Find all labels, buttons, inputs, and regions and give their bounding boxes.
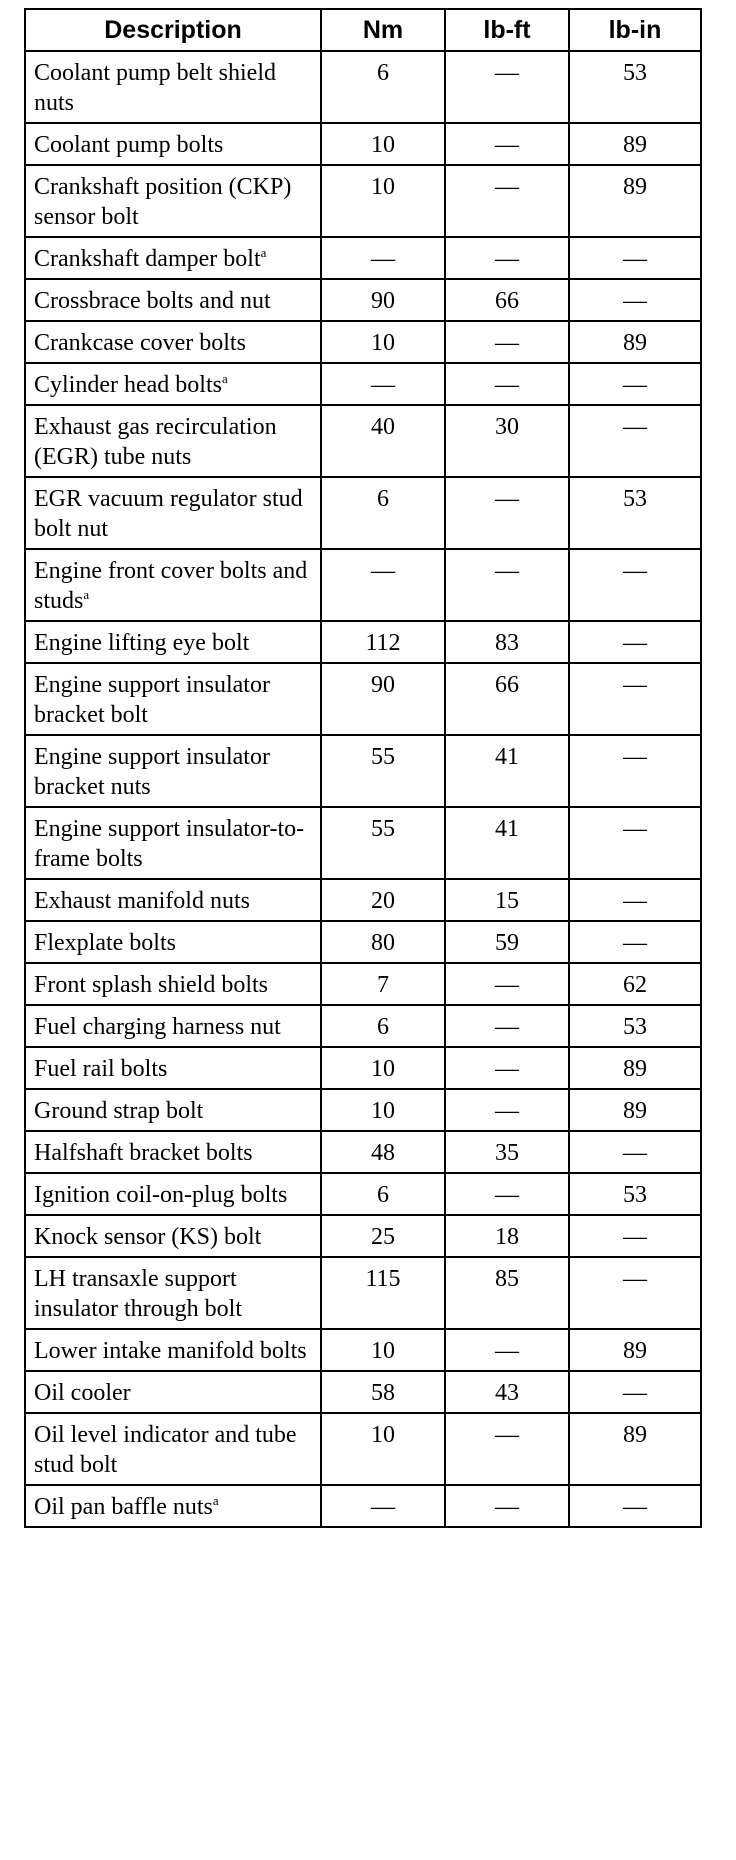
header-nm: Nm (321, 9, 445, 51)
lb-in-cell: 53 (569, 477, 701, 549)
lb-ft-cell: — (445, 1329, 569, 1371)
lb-ft-cell: — (445, 1173, 569, 1215)
lb-ft-cell: — (445, 123, 569, 165)
description-text: Crankcase cover bolts (34, 330, 246, 356)
nm-cell: 10 (321, 123, 445, 165)
table-row (25, 921, 701, 963)
table-row (25, 663, 701, 735)
lb-ft-cell: 18 (445, 1215, 569, 1257)
description-cell (25, 1485, 321, 1527)
nm-cell: 25 (321, 1215, 445, 1257)
description-cell (25, 1413, 321, 1485)
description-text: EGR vacuum regulator stud bolt nut (34, 486, 303, 542)
table-row (25, 477, 701, 549)
lb-ft-cell: 85 (445, 1257, 569, 1329)
lb-in-cell: — (569, 1131, 701, 1173)
nm-cell: 10 (321, 321, 445, 363)
description-text: Engine support insulator bracket bolt (34, 672, 270, 728)
footnote-marker: a (83, 587, 90, 602)
lb-ft-cell: — (445, 363, 569, 405)
table-row (25, 405, 701, 477)
description-text: Engine support insulator-to-frame bolts (34, 816, 305, 872)
description-cell (25, 1173, 321, 1215)
lb-ft-cell: — (445, 237, 569, 279)
lb-in-cell: — (569, 735, 701, 807)
nm-cell: — (321, 237, 445, 279)
table-row (25, 1371, 701, 1413)
description-text: Coolant pump belt shield nuts (34, 60, 276, 116)
lb-ft-cell: 83 (445, 621, 569, 663)
description-cell (25, 807, 321, 879)
description-cell (25, 237, 321, 279)
lb-in-cell: — (569, 1371, 701, 1413)
description-cell (25, 663, 321, 735)
table-row (25, 165, 701, 237)
lb-in-cell: 89 (569, 1413, 701, 1485)
description-cell (25, 1329, 321, 1371)
description-text: Crankshaft position (CKP) sensor bolt (34, 174, 292, 230)
description-text: Fuel charging harness nut (34, 1014, 281, 1040)
nm-cell: 10 (321, 165, 445, 237)
description-cell (25, 1047, 321, 1089)
table-row (25, 1173, 701, 1215)
lb-in-cell: 89 (569, 1047, 701, 1089)
table-row (25, 1215, 701, 1257)
table-header (25, 9, 701, 51)
table-row (25, 1005, 701, 1047)
lb-ft-cell: — (445, 1005, 569, 1047)
nm-cell: 80 (321, 921, 445, 963)
description-text: Cylinder head bolts (34, 372, 222, 398)
nm-cell: 6 (321, 51, 445, 123)
table-row (25, 1089, 701, 1131)
nm-cell: 48 (321, 1131, 445, 1173)
nm-cell: 20 (321, 879, 445, 921)
description-text: LH transaxle support insulator through bolt (34, 1266, 242, 1322)
lb-ft-cell: 15 (445, 879, 569, 921)
lb-in-cell: — (569, 363, 701, 405)
lb-in-cell: — (569, 279, 701, 321)
footnote-marker: a (260, 245, 267, 260)
lb-in-cell: — (569, 549, 701, 621)
lb-ft-cell: — (445, 1089, 569, 1131)
lb-ft-cell: — (445, 477, 569, 549)
header-lb-ft: lb-ft (445, 9, 569, 51)
torque-spec-table (24, 8, 702, 1528)
lb-in-cell: 89 (569, 165, 701, 237)
lb-ft-cell: 41 (445, 735, 569, 807)
lb-ft-cell: 59 (445, 921, 569, 963)
lb-in-cell: — (569, 1257, 701, 1329)
nm-cell: 6 (321, 1173, 445, 1215)
description-cell (25, 921, 321, 963)
description-text: Coolant pump bolts (34, 132, 224, 158)
lb-ft-cell: — (445, 321, 569, 363)
description-text: Knock sensor (KS) bolt (34, 1224, 262, 1250)
description-text: Engine support insulator bracket nuts (34, 744, 270, 800)
lb-ft-cell: 66 (445, 663, 569, 735)
description-text: Lower intake manifold bolts (34, 1338, 307, 1364)
table-row (25, 549, 701, 621)
lb-ft-cell: — (445, 1413, 569, 1485)
lb-in-cell: 89 (569, 1329, 701, 1371)
nm-cell: 90 (321, 663, 445, 735)
lb-in-cell: — (569, 921, 701, 963)
description-cell (25, 477, 321, 549)
table-row (25, 51, 701, 123)
description-text: Engine front cover bolts and studs (34, 558, 308, 614)
nm-cell: 10 (321, 1329, 445, 1371)
nm-cell: 55 (321, 807, 445, 879)
nm-cell: 10 (321, 1413, 445, 1485)
table-row (25, 879, 701, 921)
table-row (25, 279, 701, 321)
lb-ft-cell: — (445, 1485, 569, 1527)
description-text: Exhaust gas recirculation (EGR) tube nuts (34, 414, 277, 470)
lb-ft-cell: 30 (445, 405, 569, 477)
header-description: Description (25, 9, 321, 51)
description-cell (25, 1005, 321, 1047)
nm-cell: 10 (321, 1089, 445, 1131)
description-cell (25, 363, 321, 405)
lb-ft-cell: — (445, 1047, 569, 1089)
description-cell (25, 123, 321, 165)
description-cell (25, 405, 321, 477)
lb-in-cell: 53 (569, 1005, 701, 1047)
table-row (25, 363, 701, 405)
header-lb-in: lb-in (569, 9, 701, 51)
description-cell (25, 165, 321, 237)
nm-cell: 115 (321, 1257, 445, 1329)
description-text: Engine lifting eye bolt (34, 630, 250, 656)
nm-cell: 6 (321, 1005, 445, 1047)
lb-in-cell: — (569, 663, 701, 735)
description-text: Front splash shield bolts (34, 972, 269, 998)
nm-cell: 7 (321, 963, 445, 1005)
nm-cell: 40 (321, 405, 445, 477)
lb-in-cell: 89 (569, 321, 701, 363)
description-cell (25, 1089, 321, 1131)
lb-in-cell: — (569, 1215, 701, 1257)
description-cell (25, 963, 321, 1005)
description-cell (25, 1131, 321, 1173)
table-body (25, 51, 701, 1527)
lb-in-cell: — (569, 1485, 701, 1527)
description-cell (25, 1257, 321, 1329)
lb-ft-cell: 66 (445, 279, 569, 321)
nm-cell: 10 (321, 1047, 445, 1089)
lb-ft-cell: — (445, 549, 569, 621)
table-row (25, 1485, 701, 1527)
header-row (25, 9, 701, 51)
lb-in-cell: — (569, 879, 701, 921)
lb-ft-cell: 43 (445, 1371, 569, 1413)
lb-in-cell: 53 (569, 51, 701, 123)
description-cell (25, 1371, 321, 1413)
description-text: Oil pan baffle nuts (34, 1494, 213, 1520)
description-text: Ignition coil-on-plug bolts (34, 1182, 288, 1208)
description-text: Ground strap bolt (34, 1098, 204, 1124)
lb-in-cell: 89 (569, 123, 701, 165)
description-cell (25, 735, 321, 807)
description-cell (25, 1215, 321, 1257)
lb-in-cell: 89 (569, 1089, 701, 1131)
description-text: Oil level indicator and tube stud bolt (34, 1422, 297, 1478)
lb-ft-cell: 35 (445, 1131, 569, 1173)
description-text: Crossbrace bolts and nut (34, 288, 271, 314)
lb-ft-cell: — (445, 51, 569, 123)
description-cell (25, 279, 321, 321)
nm-cell: 6 (321, 477, 445, 549)
lb-in-cell: — (569, 405, 701, 477)
lb-in-cell: 62 (569, 963, 701, 1005)
table-row (25, 963, 701, 1005)
nm-cell: 90 (321, 279, 445, 321)
description-text: Flexplate bolts (34, 930, 176, 956)
table-row (25, 807, 701, 879)
description-cell (25, 879, 321, 921)
footnote-marker: a (221, 371, 228, 386)
lb-ft-cell: — (445, 165, 569, 237)
lb-in-cell: — (569, 237, 701, 279)
nm-cell: — (321, 549, 445, 621)
table-row (25, 735, 701, 807)
nm-cell: — (321, 363, 445, 405)
table-row (25, 123, 701, 165)
description-cell (25, 51, 321, 123)
description-text: Crankshaft damper bolt (34, 246, 261, 272)
description-cell (25, 621, 321, 663)
description-text: Exhaust manifold nuts (34, 888, 250, 914)
nm-cell: 58 (321, 1371, 445, 1413)
nm-cell: — (321, 1485, 445, 1527)
lb-ft-cell: — (445, 963, 569, 1005)
nm-cell: 112 (321, 621, 445, 663)
lb-in-cell: — (569, 807, 701, 879)
description-text: Fuel rail bolts (34, 1056, 168, 1082)
table-row (25, 321, 701, 363)
table-row (25, 237, 701, 279)
table-row (25, 1131, 701, 1173)
table-row (25, 1413, 701, 1485)
table-row (25, 1047, 701, 1089)
lb-ft-cell: 41 (445, 807, 569, 879)
footnote-marker: a (212, 1493, 219, 1508)
table-row (25, 621, 701, 663)
lb-in-cell: — (569, 621, 701, 663)
description-cell (25, 549, 321, 621)
description-text: Halfshaft bracket bolts (34, 1140, 253, 1166)
table-row (25, 1329, 701, 1371)
nm-cell: 55 (321, 735, 445, 807)
table-row (25, 1257, 701, 1329)
description-cell (25, 321, 321, 363)
lb-in-cell: 53 (569, 1173, 701, 1215)
description-text: Oil cooler (34, 1380, 131, 1406)
